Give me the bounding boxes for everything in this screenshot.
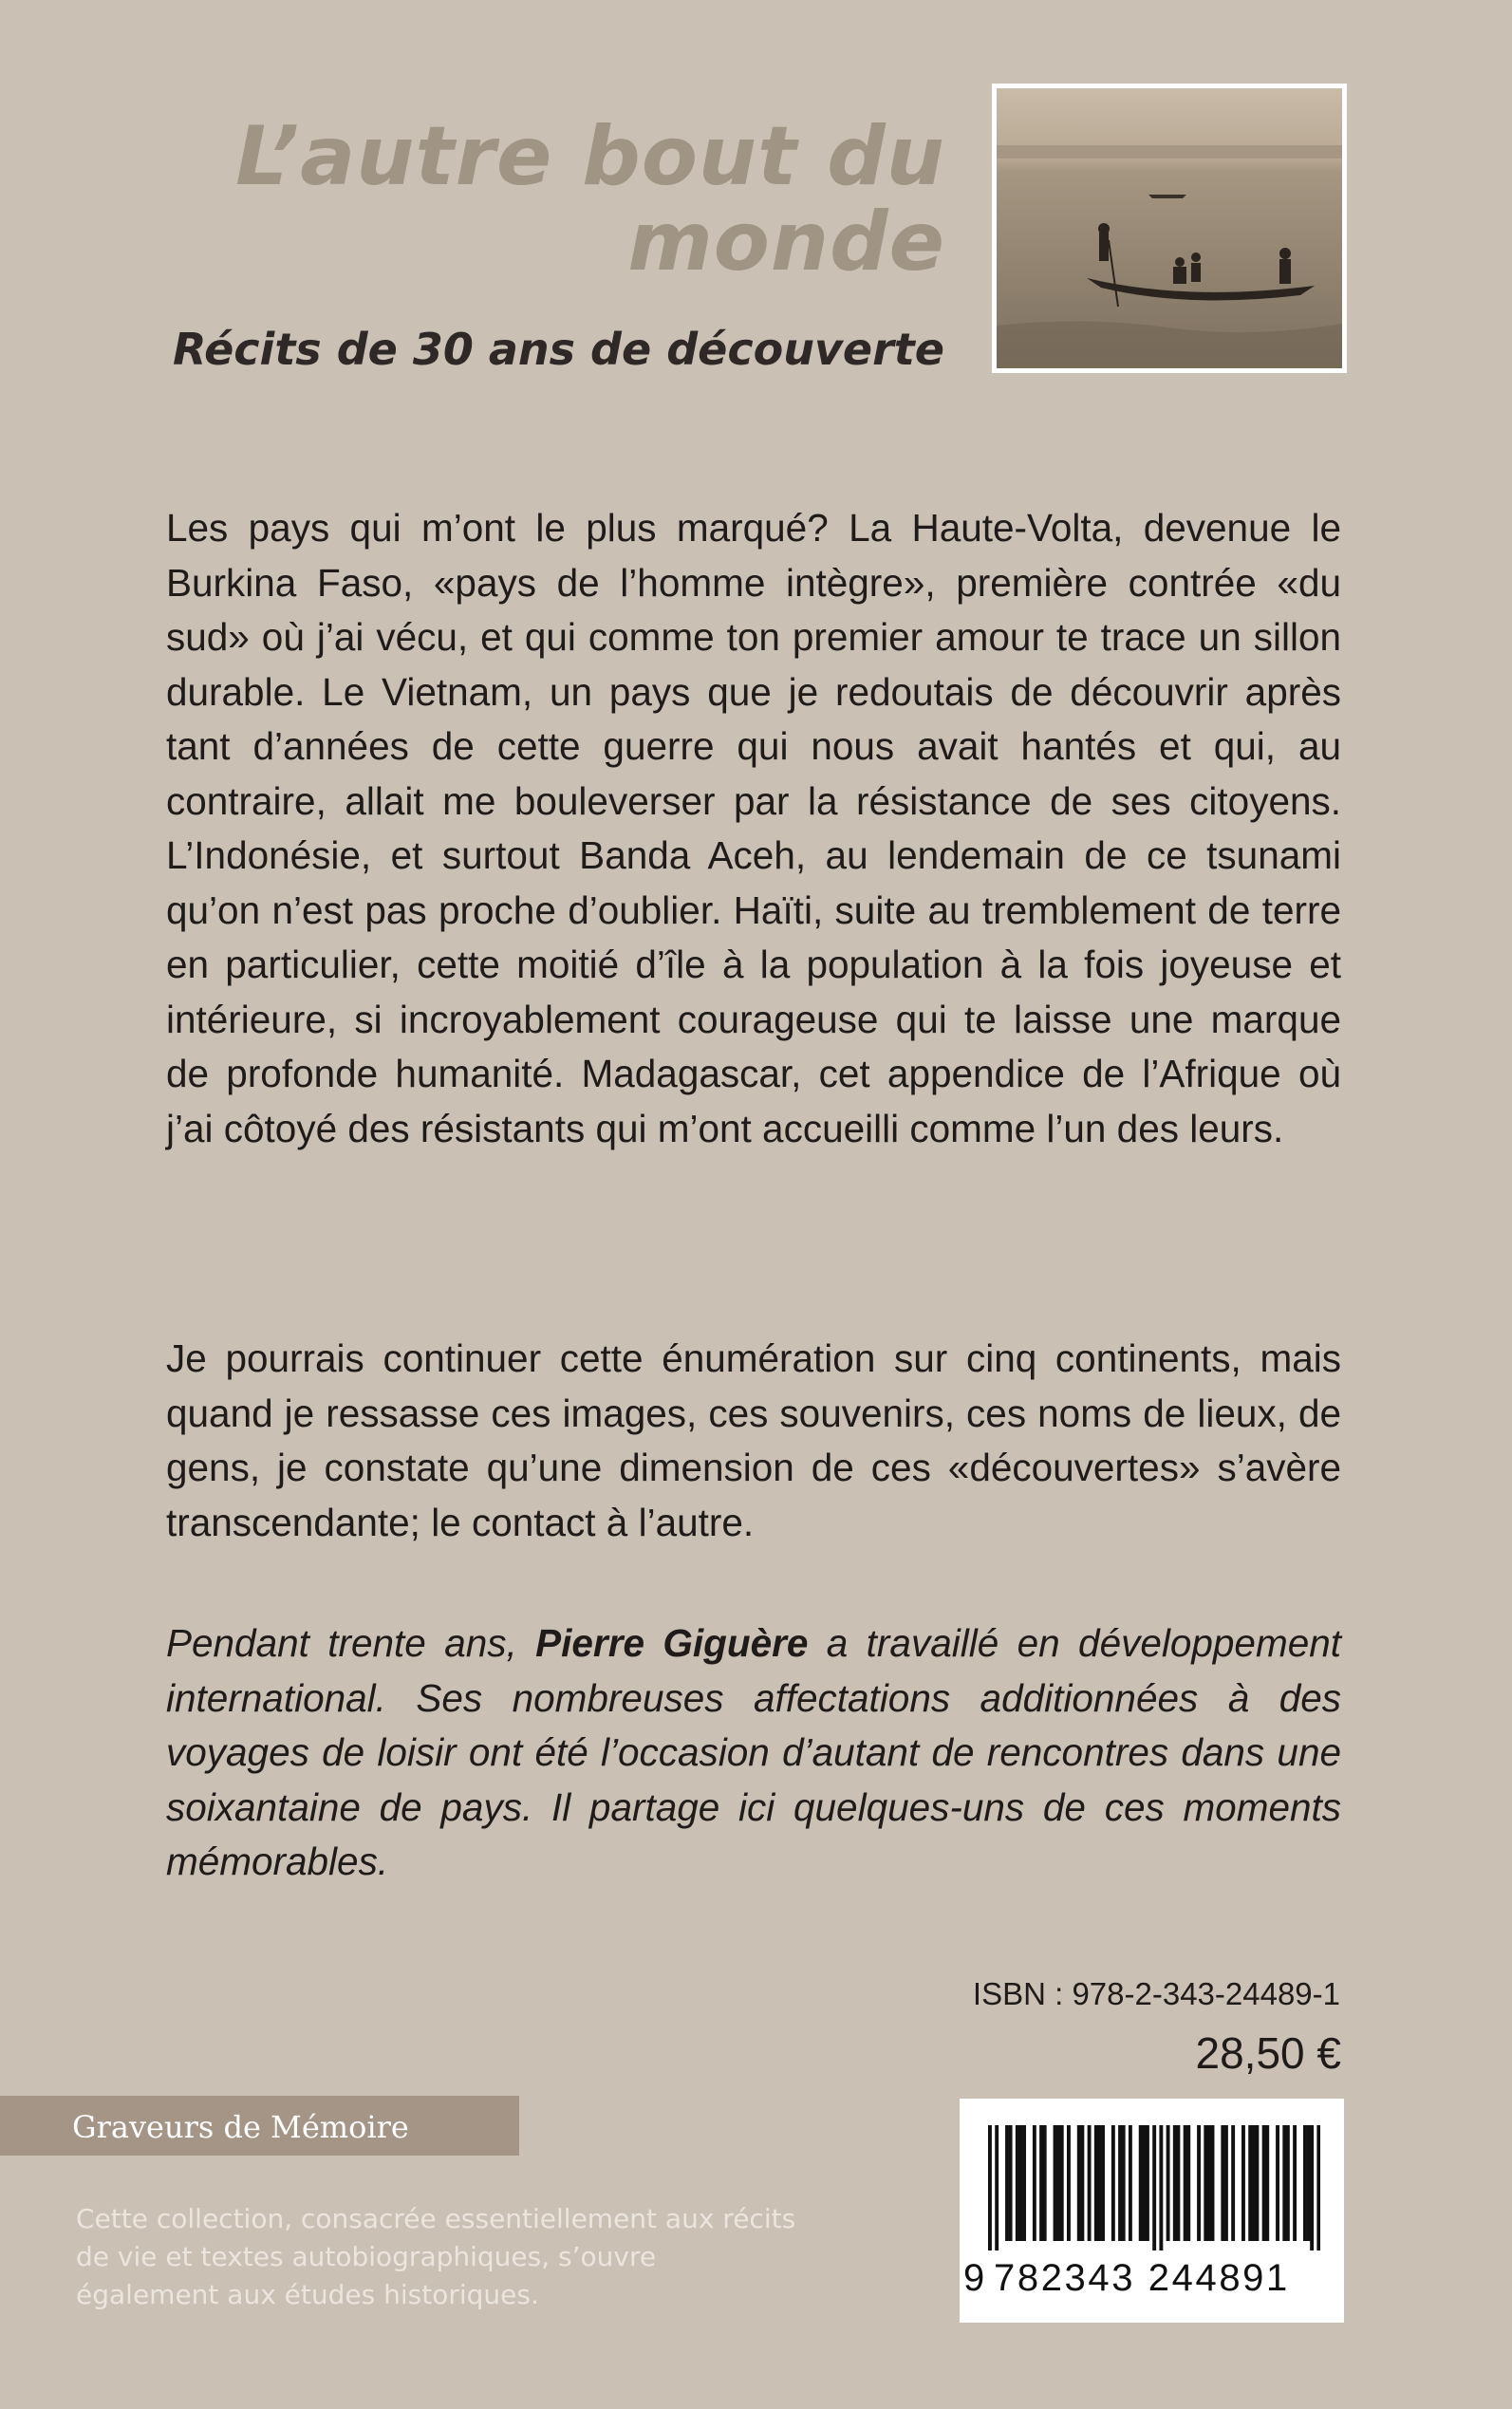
isbn: ISBN : 978-2-343-24489-1 (972, 1976, 1340, 2011)
barcode-bar (1176, 2125, 1180, 2241)
barcode-bar (1293, 2125, 1297, 2241)
barcode-bar (1173, 2125, 1177, 2241)
barcode-bar (1142, 2125, 1146, 2241)
barcode-bar (1204, 2125, 1207, 2241)
description-paragraph-1: Les pays qui m’ont le plus marqué? La Haute-Volta, devenue le Burkina Faso, «pays de l’homme intègre», première contrée «du sud» où j’ai vécu, et qui comme ton premier amour te trace un sillon durable. Le Vietnam, un pays que je redoutais de découvrir après tant d’années de cette guerre qui nous avait hantés et qui, au contraire, allait me bouleverser par la résistance de ses citoyens. L’Indonésie, et surtout Banda Aceh, au lendemain de ce tsunami qu’on n’est pas proche d’oublier. Haïti, suite au tremblement de terre en particulier, cette moitié d’île à la population à la fois joyeuse et intérieure, si incroyablement courageuse qui te laisse une marque de profonde humanité. Madagascar, cet appendice de l’Afrique où j’ai côtoyé des résistants qui m’ont accueilli comme l’un des leurs. (166, 506, 1341, 1150)
barcode-bar (1080, 2125, 1084, 2241)
barcode-bar (1009, 2125, 1013, 2241)
barcode-bar (1129, 2125, 1132, 2241)
description-paragraph-2: Je pourrais continuer cette énumération sur cinq continents, mais quand je ressasse ces images, ces souvenirs, ces noms de lieux, de gens, je constate qu’une dimension de ces «découvertes» s’avère transcendante; le contact à l’autre. (166, 1336, 1341, 1544)
barcode-bar (1231, 2125, 1235, 2241)
barcode-bar (1276, 2125, 1279, 2241)
barcode-bar (1067, 2125, 1071, 2241)
book-subtitle: Récits de 30 ans de découverte (172, 324, 944, 375)
barcode-bar (1054, 2125, 1057, 2241)
barcode-bar (1005, 2125, 1009, 2241)
author-name: Pierre Giguère (535, 1621, 809, 1665)
barcode-bar (1316, 2125, 1320, 2250)
barcode-bar (1018, 2125, 1022, 2241)
barcode (960, 2099, 1344, 2323)
barcode-bar (1039, 2125, 1043, 2241)
barcode-bar (1022, 2125, 1026, 2241)
barcode-bar (1043, 2125, 1047, 2241)
barcode-digits: 782343 244891 (994, 2257, 1290, 2299)
author-bio-intro: Pendant trente ans, (166, 1621, 536, 1665)
barcode-bar (1303, 2125, 1307, 2241)
barcode-bar (1111, 2125, 1115, 2241)
barcode-bar (1101, 2125, 1105, 2241)
barcode-bar (1122, 2125, 1126, 2241)
barcode-bar (1241, 2125, 1245, 2241)
barcode-bars (988, 2125, 1320, 2250)
barcode-first-digit: 9 (963, 2257, 985, 2299)
barcode-bar (1282, 2125, 1286, 2241)
barcode-bar (1310, 2125, 1314, 2250)
barcode-bar (1211, 2125, 1215, 2241)
barcode-bar (1262, 2125, 1266, 2241)
barcode-bar (1265, 2125, 1269, 2241)
price: 28,50 € (1195, 2028, 1341, 2078)
barcode-bar (1118, 2125, 1122, 2241)
barcode-bar (1197, 2125, 1201, 2241)
barcode-bar (1255, 2125, 1259, 2241)
barcode-bar (1060, 2125, 1064, 2241)
barcode-bar (1016, 2125, 1019, 2241)
barcode-bar (988, 2125, 992, 2250)
barcode-bar (1097, 2125, 1101, 2241)
barcode-bar (1221, 2125, 1224, 2241)
book-title (235, 109, 945, 289)
barcode-bar (1186, 2125, 1190, 2241)
barcode-bar (1248, 2125, 1252, 2241)
canoe-photo-icon (997, 88, 1342, 368)
barcode-bar (1184, 2125, 1187, 2241)
barcode-bar (1077, 2125, 1081, 2241)
barcode-bar (1167, 2125, 1170, 2241)
barcode-bar (1207, 2125, 1211, 2241)
barcode-bar (1056, 2125, 1060, 2241)
book-title-line-1: L’autre bout du (235, 109, 945, 204)
cover-photo (992, 84, 1347, 373)
author-bio-rest: a travaillé en développement international. Ses nombreuses affectations additionnées à des voyages de loisir ont été l’occasion d’autant de rencontres dans une soixantaine de pays. Il partage ici quelques-uns de ces moments mémorables. (166, 1621, 1341, 1883)
barcode-bar (1088, 2125, 1092, 2241)
barcode-bar (1152, 2125, 1156, 2250)
barcode-bar (1252, 2125, 1256, 2241)
barcode-bar (1094, 2125, 1098, 2241)
barcode-bar (995, 2125, 999, 2250)
collection-name: Graveurs de Mémoire (72, 2109, 409, 2145)
barcode-bar (1146, 2125, 1149, 2241)
barcode-bar (1159, 2125, 1163, 2250)
barcode-bar (1033, 2125, 1036, 2241)
barcode-bar (1139, 2125, 1143, 2241)
barcode-bar (1224, 2125, 1228, 2241)
book-title-line-2: monde (627, 195, 945, 289)
barcode-bar (1307, 2125, 1311, 2241)
barcode-bar (1286, 2125, 1290, 2241)
collection-description: Cette collection, consacrée essentiellement aux récits de vie et textes autobiographiques, s’ouvre également aux études historiques. (76, 2203, 796, 2310)
author-bio (166, 1616, 1341, 1890)
